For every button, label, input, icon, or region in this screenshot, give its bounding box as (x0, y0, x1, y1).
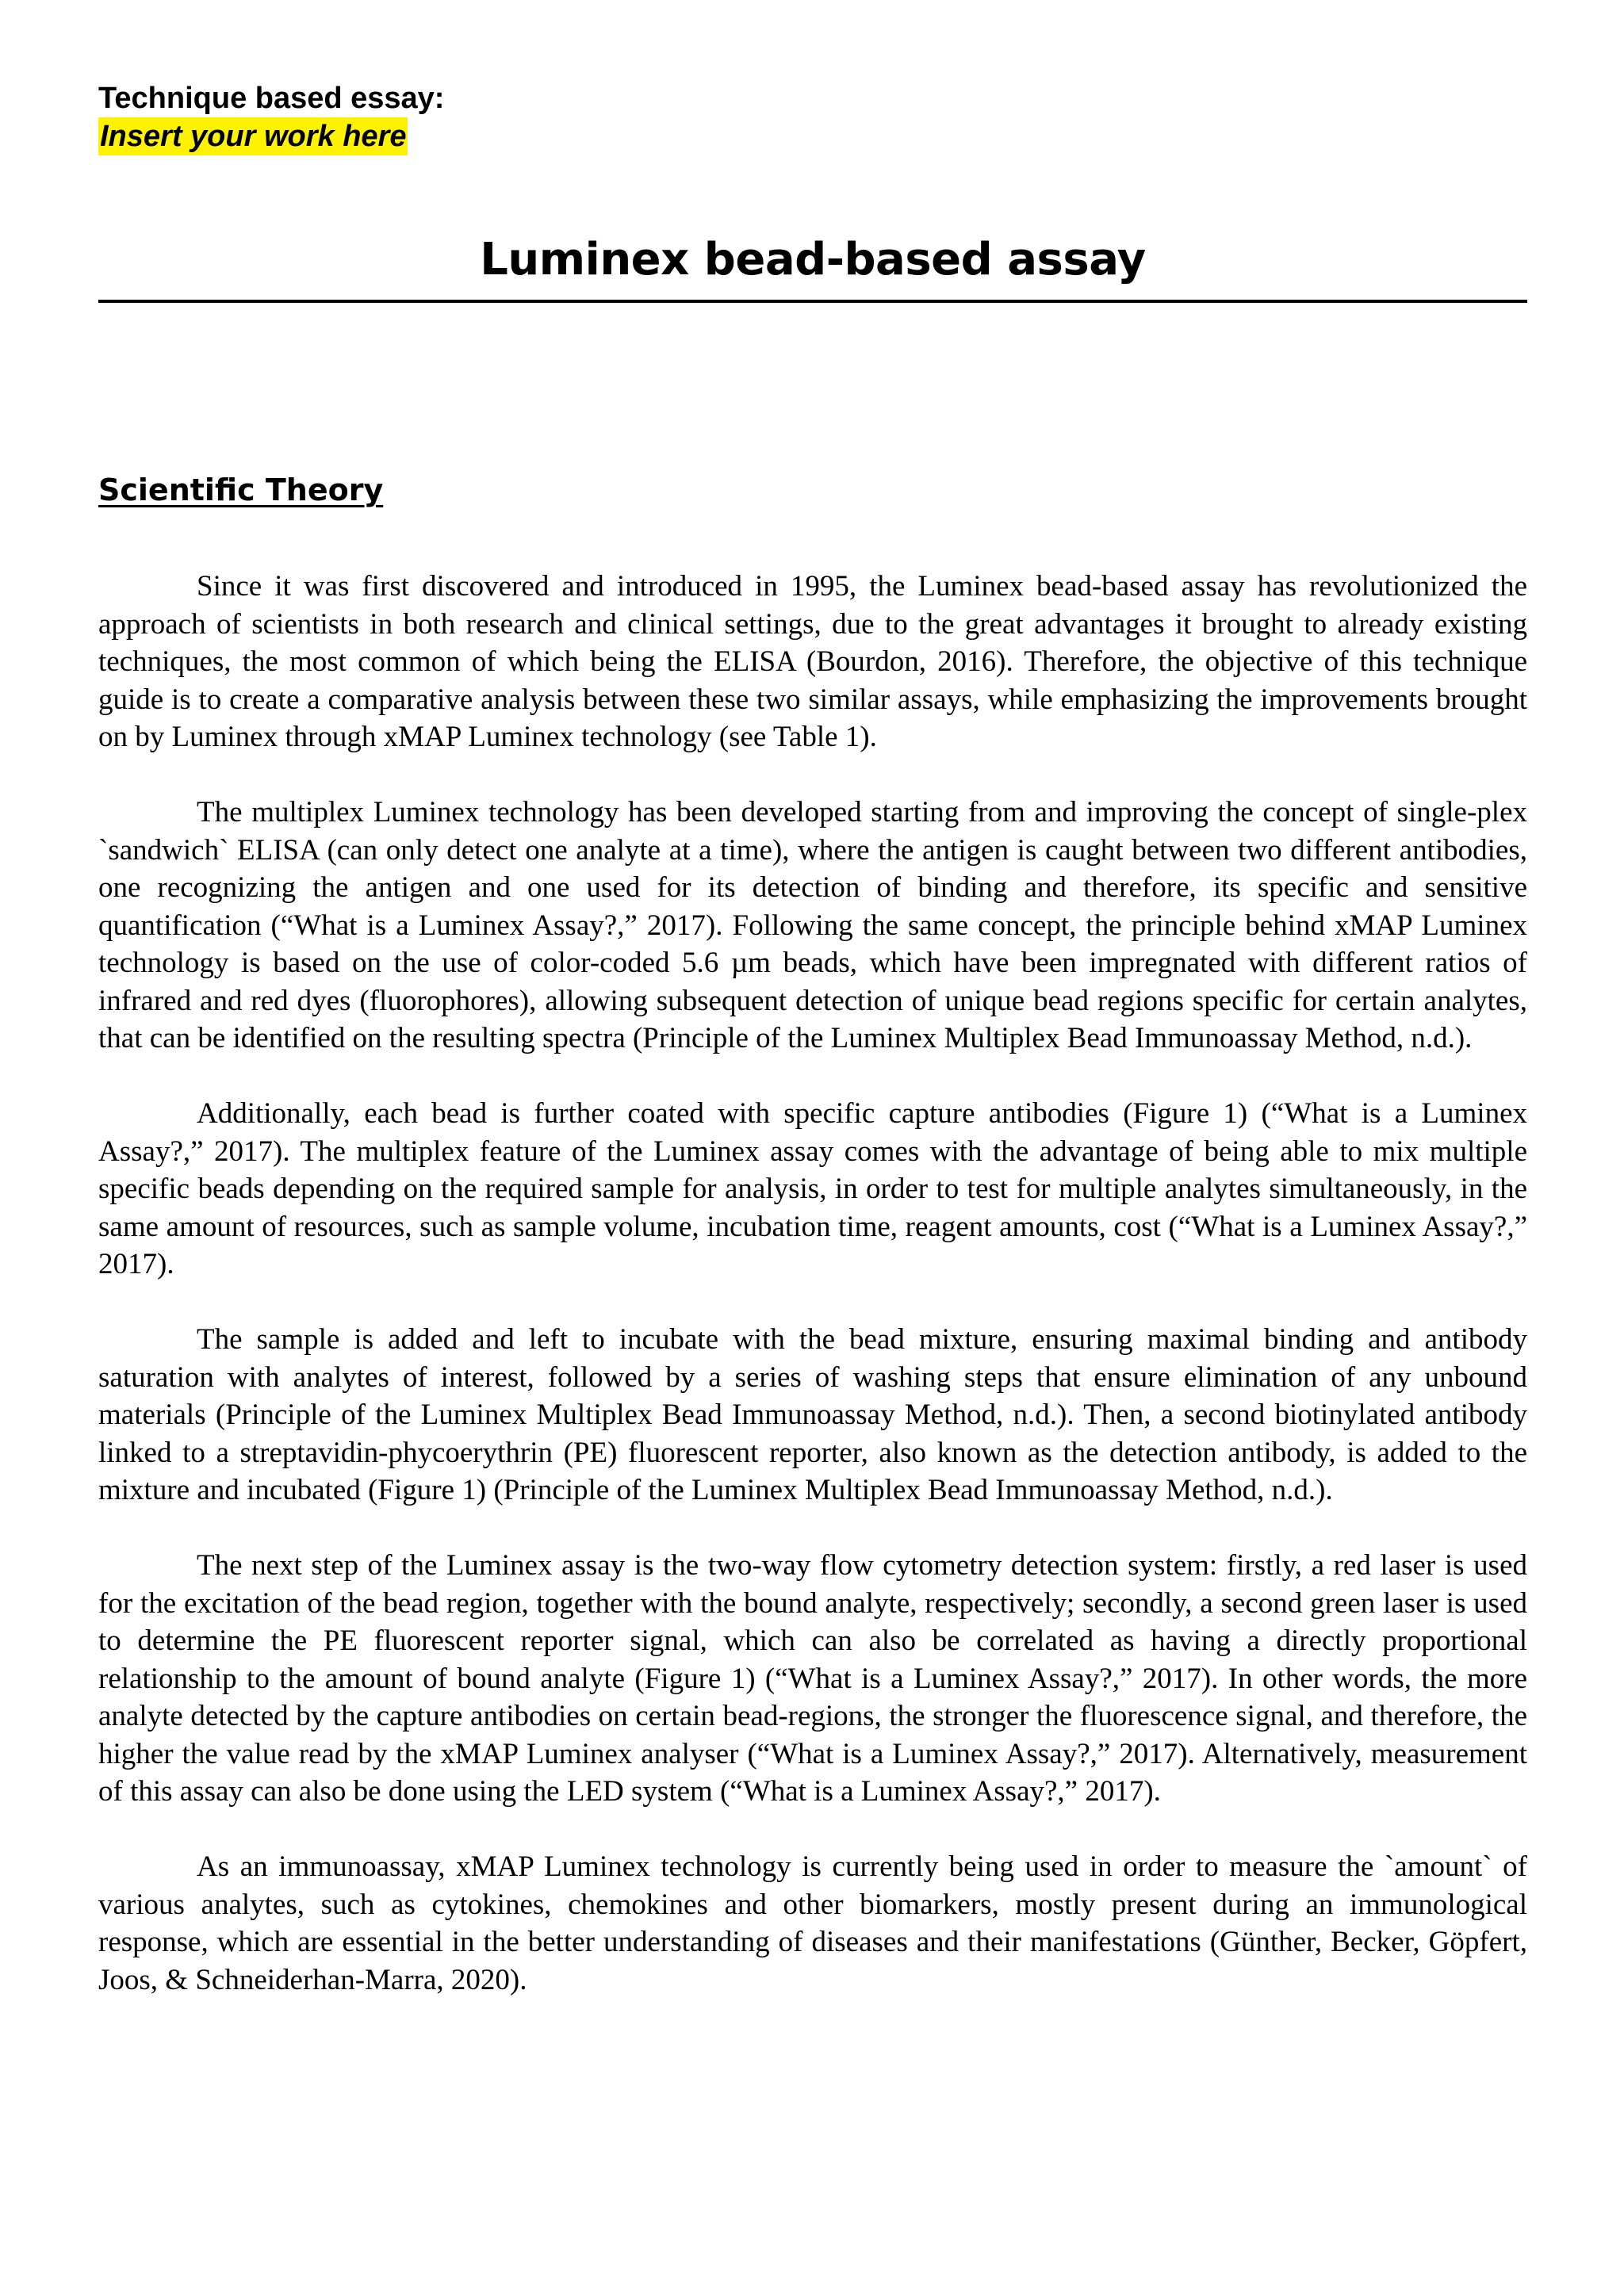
paragraph-4: The sample is added and left to incubate with the bead mixture, ensuring maximal binding and antibody saturation with analytes of interest, followed by a series of washing steps that ensure elimination of any unbound materials (Principle of the Luminex Multiplex Bead Immunoassay Method, n.d.). Then, a second biotinylated antibody linked to a streptavidin-phycoerythrin (PE) fluorescent reporter, also known as the detection antibody, is added to the mixture and incubated (Figure 1) (Principle of the Luminex Multiplex Bead Immunoassay Method, n.d.). (98, 1323, 1527, 1506)
paragraph-2: The multiplex Luminex technology has been developed starting from and improving the concept of single-plex `sandwich` ELISA (can only detect one analyte at a time), where the antigen is caught between two different antibodies, one recognizing the antigen and one used for its detection of binding and therefore, its specific and sensitive quantification (“What is a Luminex Assay?,” 2017). Following the same concept, the principle behind xMAP Luminex technology is based on the use of color-coded 5.6 µm beads, which have been impregnated with different ratios of infrared and red dyes (fluorophores), allowing subsequent detection of unique bead regions specific for certain analytes, that can be identified on the resulting spectra (Principle of the Luminex Multiplex Bead Immunoassay Method, n.d.). (98, 796, 1527, 1054)
section-body (98, 568, 1527, 2037)
title-divider (98, 300, 1527, 303)
paragraph-6: As an immunoassay, xMAP Luminex technology is currently being used in order to measure the `amount` of various analytes, such as cytokines, chemokines and other biomarkers, mostly present during an immunological response, which are essential in the better understanding of diseases and their manifestations (Günther, Becker, Göpfert, Joos, & Schneiderhan-Marra, 2020). (98, 1850, 1527, 1996)
insert-work-placeholder: Insert your work here (98, 117, 408, 155)
paragraph-5: The next step of the Luminex assay is the two-way flow cytometry detection system: firstly, a red laser is used for the excitation of the bead region, together with the bound analyte, respectively; secondly, a second green laser is used to determine the PE fluorescent reporter signal, which can also be correlated as having a directly proportional relationship to the amount of bound analyte (Figure 1) (“What is a Luminex Assay?,” 2017). In other words, the more analyte detected by the capture antibodies on certain bead-regions, the stronger the fluorescence signal, and therefore, the higher the value read by the xMAP Luminex analyser (“What is a Luminex Assay?,” 2017). Alternatively, measurement of this assay can also be done using the LED system (“What is a Luminex Assay?,” 2017). (98, 1549, 1527, 1808)
section-heading: Scientific Theory (98, 473, 384, 507)
document-title: Luminex bead-based assay (480, 234, 1146, 285)
essay-header (98, 79, 444, 155)
paragraph-3: Additionally, each bead is further coated with specific capture antibodies (Figure 1) (“What is a Luminex Assay?,” 2017). The multiplex feature of the Luminex assay comes with the advantage of being able to mix multiple specific beads depending on the required sample for analysis, in order to test for multiple analytes simultaneously, in the same amount of resources, such as sample volume, incubation time, reagent amounts, cost (“What is a Luminex Assay?,” 2017). (98, 1097, 1527, 1280)
paragraph-1: Since it was first discovered and introduced in 1995, the Luminex bead-based assay has revolutionized the approach of scientists in both research and clinical settings, due to the great advantages it brought to already existing techniques, the most common of which being the ELISA (Bourdon, 2016). Therefore, the objective of this technique guide is to create a comparative analysis between these two similar assays, while emphasizing the improvements brought on by Luminex through xMAP Luminex technology (see Table 1). (98, 570, 1527, 753)
essay-type-label: Technique based essay: (98, 82, 445, 115)
